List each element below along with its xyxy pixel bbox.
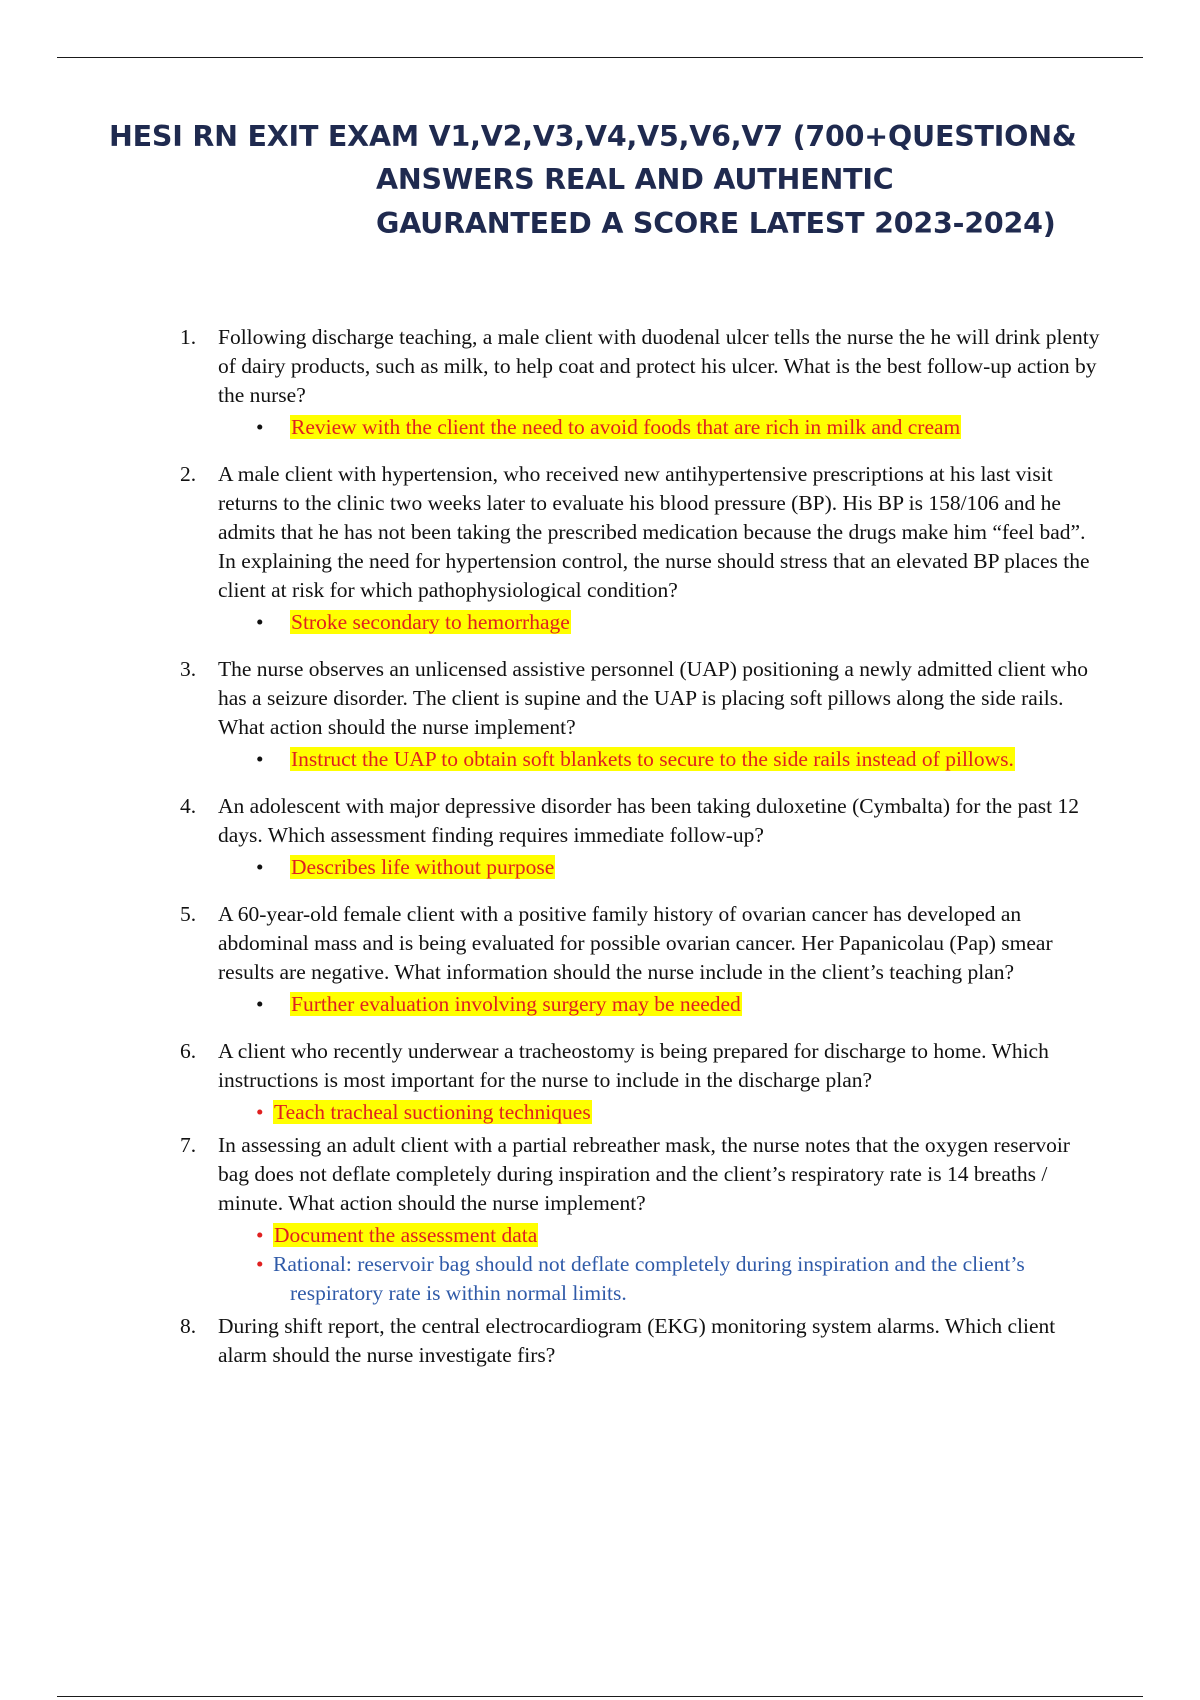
bullet-icon: • — [256, 855, 264, 879]
rationale-text: Rational: reservoir bag should not deflate completely during inspiration and the client’s respiratory rate is within normal limits. — [273, 1252, 1025, 1305]
question-2 — [180, 460, 1100, 637]
answer-text: Further evaluation involving surgery may be needed — [291, 992, 741, 1016]
bullet-icon: • — [256, 1223, 264, 1247]
answer-item — [218, 413, 1100, 442]
question-5 — [180, 900, 1100, 1019]
question-text: A male client with hypertension, who received new antihypertensive prescriptions at his last visit returns to the clinic two weeks later to evaluate his blood pressure (BP). His BP is 158/106 and he admits that he has not been taking the prescribed medication because the drugs make him “feel bad”. In explaining the need for hypertension control, the nurse should stress that an elevated BP places the client at risk for which pathophysiological condition? — [218, 462, 1090, 602]
answer-text: Instruct the UAP to obtain soft blankets to secure to the side rails instead of pillows. — [291, 747, 1014, 771]
question-text: The nurse observes an unlicensed assistive personnel (UAP) positioning a newly admitted client who has a seizure disorder. The client is supine and the UAP is placing soft pillows along the side rails. What action should the nurse implement? — [218, 657, 1088, 739]
answer-list — [218, 853, 1100, 882]
question-8 — [180, 1312, 1100, 1370]
question-7 — [180, 1131, 1100, 1308]
answer-text: Describes life without purpose — [291, 855, 555, 879]
question-number: 7. — [180, 1133, 197, 1157]
bottom-rule — [57, 1696, 1143, 1697]
question-number: 5. — [180, 902, 197, 926]
answer-list — [218, 990, 1100, 1019]
answer-text: Document the assessment data — [274, 1223, 538, 1247]
question-number: 6. — [180, 1039, 197, 1063]
top-rule — [57, 57, 1143, 58]
question-number: 3. — [180, 657, 197, 681]
answer-item — [218, 853, 1100, 882]
question-text: During shift report, the central electrocardiogram (EKG) monitoring system alarms. Which client alarm should the nurse investigate firs? — [218, 1314, 1056, 1367]
bullet-icon: • — [256, 610, 264, 634]
bullet-icon: • — [256, 1252, 264, 1276]
question-text: A 60-year-old female client with a positive family history of ovarian cancer has developed an abdominal mass and is being evaluated for possible ovarian cancer. Her Papanicolau (Pap) smear results are negative. What information should the nurse include in the client’s teaching plan? — [218, 902, 1053, 984]
rationale-item — [218, 1250, 1100, 1308]
question-1 — [180, 323, 1100, 442]
question-text: A client who recently underwear a tracheostomy is being prepared for discharge to home. Which instructions is most important for the nurse to include in the discharge plan? — [218, 1039, 1049, 1092]
answer-text: Teach tracheal suctioning techniques — [274, 1100, 591, 1124]
question-number: 4. — [180, 794, 197, 818]
document-title-line-3: GAURANTEED A SCORE LATEST 2023-2024) — [376, 207, 1056, 240]
question-text: Following discharge teaching, a male client with duodenal ulcer tells the nurse the he will drink plenty of dairy products, such as milk, to help coat and protect his ulcer. What is the best follow-up action by the nurse? — [218, 325, 1100, 407]
question-number: 8. — [180, 1314, 197, 1338]
question-6 — [180, 1037, 1100, 1127]
question-number: 1. — [180, 325, 197, 349]
answer-item — [218, 1098, 1100, 1127]
answer-list — [218, 745, 1100, 774]
document-title-line-2: ANSWERS REAL AND AUTHENTIC — [376, 163, 894, 196]
question-3 — [180, 655, 1100, 774]
bullet-icon: • — [256, 415, 264, 439]
answer-item — [218, 745, 1100, 774]
question-text: In assessing an adult client with a partial rebreather mask, the nurse notes that the oxygen reservoir bag does not deflate completely during inspiration and the client’s respiratory rate is 14 breaths / minute. What action should the nurse implement? — [218, 1133, 1070, 1215]
answer-item — [218, 608, 1100, 637]
question-4 — [180, 792, 1100, 882]
answer-list — [218, 608, 1100, 637]
bullet-icon: • — [256, 1100, 264, 1124]
question-text: An adolescent with major depressive disorder has been taking duloxetine (Cymbalta) for the past 12 days. Which assessment finding requires immediate follow-up? — [218, 794, 1079, 847]
question-list — [180, 323, 1100, 1388]
answer-list — [218, 1098, 1100, 1127]
document-title-line-1: HESI RN EXIT EXAM V1,V2,V3,V4,V5,V6,V7 (700+QUESTION& — [109, 120, 1077, 153]
answer-item — [218, 990, 1100, 1019]
bullet-icon: • — [256, 992, 264, 1016]
answer-text: Stroke secondary to hemorrhage — [291, 610, 570, 634]
answer-text: Review with the client the need to avoid foods that are rich in milk and cream — [291, 415, 961, 439]
answer-list — [218, 413, 1100, 442]
answer-item — [218, 1221, 1100, 1250]
question-number: 2. — [180, 462, 197, 486]
bullet-icon: • — [256, 747, 264, 771]
answer-list — [218, 1221, 1100, 1308]
